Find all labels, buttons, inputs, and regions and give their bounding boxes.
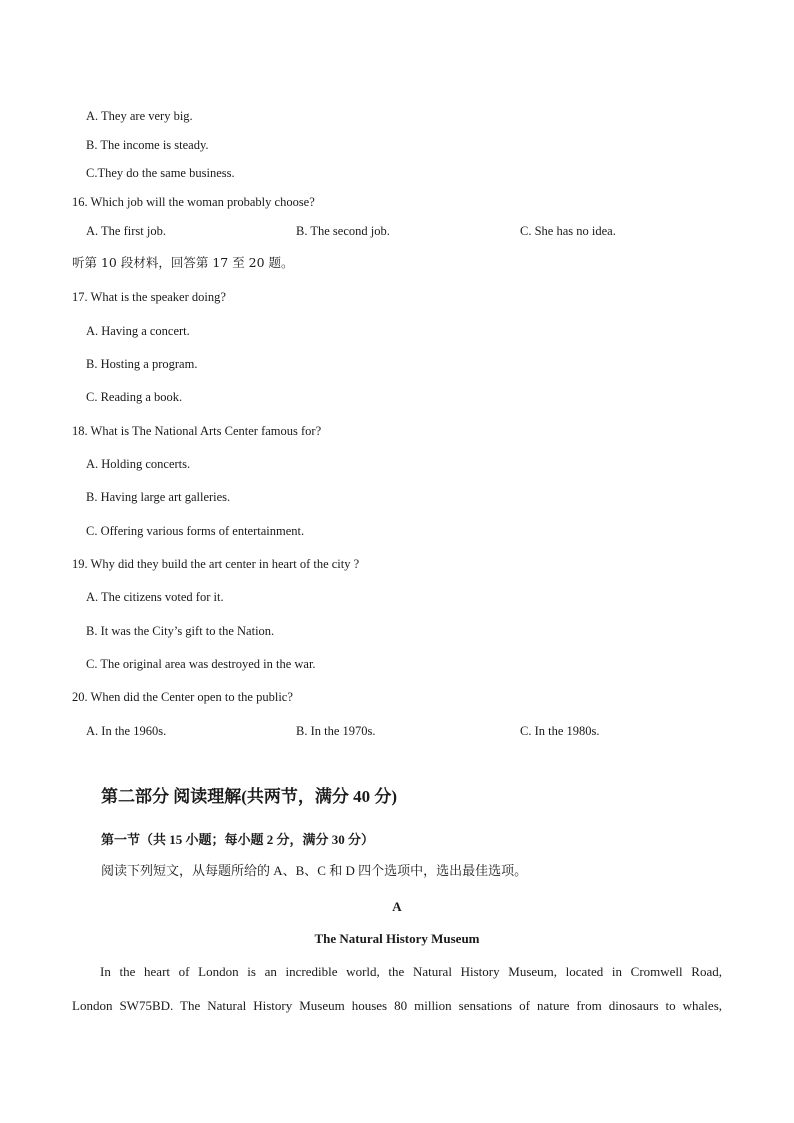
q16-stem: 16. Which job will the woman probably choose?: [72, 195, 315, 209]
q20-option-c: C. In the 1980s.: [520, 724, 600, 738]
q17-stem: 17. What is the speaker doing?: [72, 290, 226, 304]
passage-line-1: In the heart of London is an incredible world, the Natural History Museum, located in Cromwell Road,: [100, 964, 722, 979]
q17-option-b: B. Hosting a program.: [86, 357, 198, 371]
q19-stem: 19. Why did they build the art center in heart of the city ?: [72, 557, 360, 571]
q20-option-a: A. In the 1960s.: [86, 724, 167, 738]
q16-option-c: C. She has no idea.: [520, 224, 616, 238]
q19-option-b: B. It was the City’s gift to the Nation.: [86, 624, 275, 638]
passage-title: The Natural History Museum: [314, 931, 480, 946]
q20-stem: 20. When did the Center open to the public?: [72, 690, 293, 704]
q17-option-c: C. Reading a book.: [86, 390, 183, 404]
q16-option-b: B. The second job.: [296, 224, 390, 238]
q18-option-b: B. Having large art galleries.: [86, 490, 231, 504]
q18-option-c: C. Offering various forms of entertainment.: [86, 524, 305, 538]
q19-option-c: C. The original area was destroyed in the war.: [86, 657, 316, 671]
passage-line-2: London SW75BD. The Natural History Museum houses 80 million sensations of nature from dinosaurs to whales,: [72, 998, 722, 1013]
passage-body: [72, 955, 722, 1023]
q15-option-c: C.They do the same business.: [86, 166, 235, 180]
q15-option-b: B. The income is steady.: [86, 138, 209, 152]
q18-option-a: A. Holding concerts.: [86, 457, 191, 471]
q15-option-a: A. They are very big.: [86, 109, 193, 123]
passage-letter: A: [392, 899, 402, 914]
reading-instruction: 阅读下列短文，从每题所给的 A、B、C 和 D 四个选项中，选出最佳选项。: [101, 863, 528, 878]
q18-stem: 18. What is The National Arts Center famous for?: [72, 424, 322, 438]
part2-title: 第二部分 阅读理解(共两节，满分 40 分): [101, 787, 398, 806]
material-10-instruction: 听第 10 段材料，回答第 17 至 20 题。: [72, 255, 294, 270]
q16-option-a: A. The first job.: [86, 224, 166, 238]
q17-option-a: A. Having a concert.: [86, 324, 190, 338]
q19-option-a: A. The citizens voted for it.: [86, 590, 224, 604]
section1-title: 第一节（共 15 小题；每小题 2 分，满分 30 分）: [101, 832, 375, 847]
q20-option-b: B. In the 1970s.: [296, 724, 376, 738]
